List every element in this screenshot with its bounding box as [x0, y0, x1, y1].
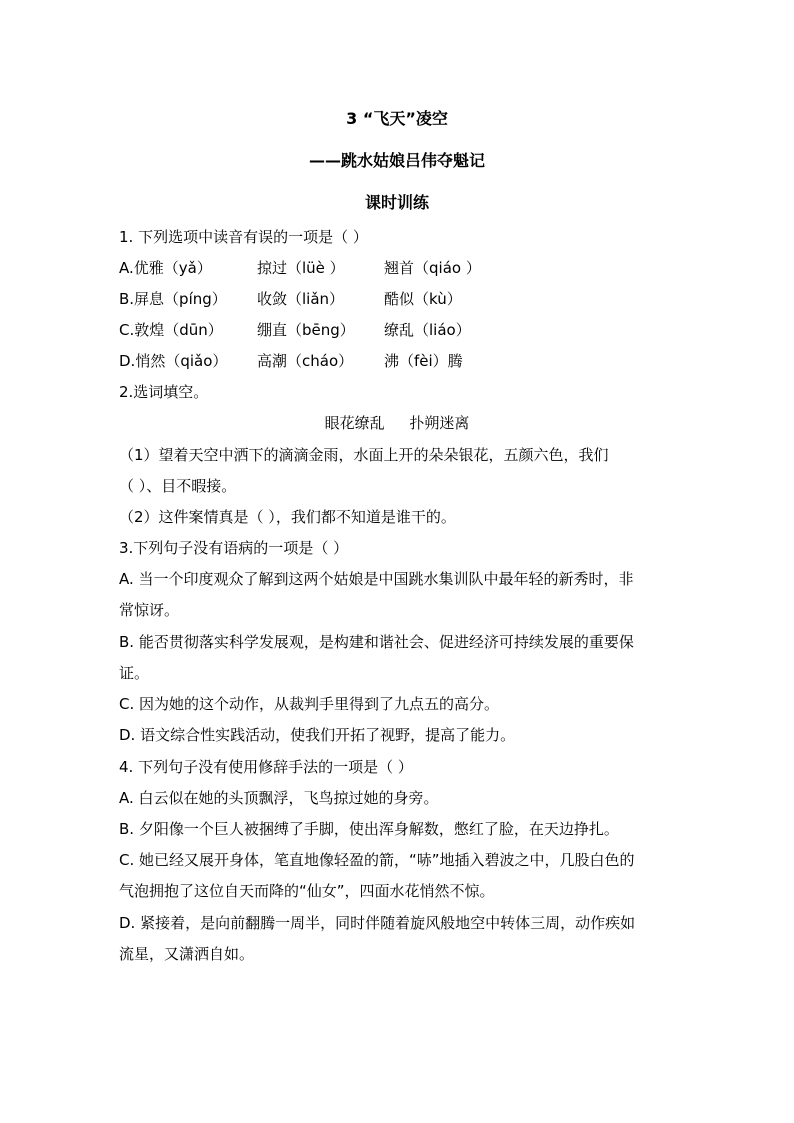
question-4-option-b: B. 夕阳像一个巨人被捆缚了手脚，使出浑身解数，憋红了脸，在天边挣扎。: [119, 820, 619, 838]
question-3-option-d: D. 语文综合性实践活动，使我们开拓了视野，提高了能力。: [119, 726, 516, 744]
option-a-word-2: 掠过（lüè ）: [257, 259, 345, 277]
question-4-option-c-line-2: 气泡拥抱了这位自天而降的“仙女”，四面水花悄然不惊。: [119, 882, 495, 900]
section-heading: 课时训练: [364, 193, 429, 212]
option-b-word-3: 酷似（kù）: [384, 290, 462, 308]
question-2-stem: 2.选词填空。: [119, 383, 209, 401]
question-2-sentence-2: （2）这件案情真是（ ），我们都不知道是谁干的。: [119, 508, 456, 526]
option-b-word-1: B.屏息（píng）: [119, 290, 227, 308]
question-4-option-d-line-2: 流星，又潇洒自如。: [119, 945, 255, 963]
question-3-stem: 3.下列句子没有语病的一项是（ ）: [119, 539, 349, 557]
option-c-word-2: 绷直（bēng）: [257, 321, 355, 339]
word-choice-1: 眼花缭乱: [324, 414, 385, 432]
option-a-word-1: A.优雅（yǎ）: [119, 259, 212, 277]
question-2-sentence-1-line-1: （1）望着天空中洒下的滴滴金雨，水面上开的朵朵银花，五颜六色，我们: [119, 446, 609, 464]
question-4-option-a: A. 白云似在她的头顶飘浮，飞鸟掠过她的身旁。: [119, 789, 439, 807]
question-1-stem: 1. 下列选项中读音有误的一项是（ ）: [119, 228, 368, 246]
question-4-stem: 4. 下列句子没有使用修辞手法的一项是（ ）: [119, 758, 413, 776]
question-3-option-c: C. 因为她的这个动作，从裁判手里得到了九点五的高分。: [119, 695, 500, 713]
question-3-option-b-line-2: 证。: [119, 664, 150, 682]
lesson-title: 3 “飞天”凌空: [346, 109, 448, 128]
question-4-option-c-line-1: C. 她已经又展开身体，笔直地像轻盈的箭，“哧”地插入碧波之中，几股白色的: [119, 851, 635, 869]
option-b-word-2: 收敛（liǎn）: [257, 290, 345, 308]
option-c-word-1: C.敦煌（dūn）: [119, 321, 223, 339]
question-4-option-d-line-1: D. 紧接着，是向前翻腾一周半，同时伴随着旋风般地空中转体三周，动作疾如: [119, 914, 636, 932]
word-choices: [0, 413, 794, 433]
question-3-option-a-line-1: A. 当一个印度观众了解到这两个姑娘是中国跳水集训队中最年轻的新秀时，非: [119, 570, 634, 588]
option-c-word-3: 缭乱（liáo）: [384, 321, 471, 339]
word-choice-2: 扑朔迷离: [409, 414, 470, 432]
lesson-subtitle: ——跳水姑娘吕伟夺魁记: [308, 151, 485, 170]
option-a-word-3: 翘首（qiáo ）: [384, 259, 481, 277]
option-d-word-2: 高潮（cháo）: [257, 352, 354, 370]
option-d-word-1: D.悄然（qiǎo）: [119, 352, 228, 370]
option-d-word-3: 沸（fèi）腾: [384, 352, 463, 370]
question-3-option-b-line-1: B. 能否贯彻落实科学发展观，是构建和谐社会、促进经济可持续发展的重要保: [119, 633, 634, 651]
question-3-option-a-line-2: 常惊讶。: [119, 601, 180, 619]
question-2-sentence-1-line-2: （ ）、目不暇接。: [119, 477, 237, 495]
